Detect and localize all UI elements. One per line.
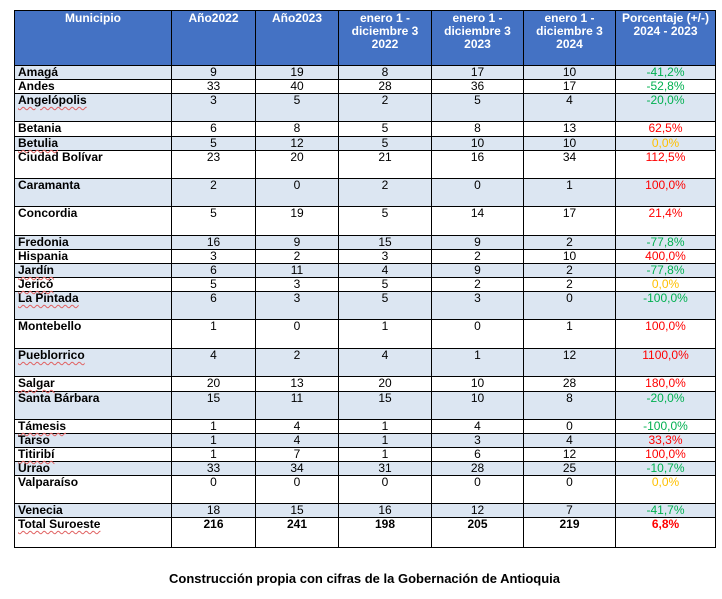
- municipio-cell: [15, 264, 172, 278]
- period-2023-cell: 4: [432, 420, 524, 434]
- municipio-cell: [15, 122, 172, 137]
- municipio-cell: [15, 66, 172, 80]
- ano2023-cell: 9: [256, 236, 339, 250]
- period-2022-cell: 16: [339, 504, 432, 518]
- ano2022-cell: 6: [172, 122, 256, 137]
- table-row: [15, 377, 716, 392]
- period-2024-cell: 4: [524, 434, 616, 448]
- percentage-cell: -20,0%: [616, 392, 716, 420]
- period-2023-cell: 3: [432, 434, 524, 448]
- percentage-cell: 100,0%: [616, 179, 716, 207]
- ano2022-cell: 2: [172, 179, 256, 207]
- ano2022-cell: 5: [172, 207, 256, 236]
- table-row: [15, 462, 716, 476]
- table-row: [15, 236, 716, 250]
- municipio-cell: [15, 518, 172, 548]
- municipio-name: Venecia: [18, 503, 63, 517]
- table-row: [15, 278, 716, 292]
- municipio-name: Ciudad Bolívar: [18, 150, 103, 164]
- period-2023-cell: 0: [432, 320, 524, 349]
- ano2022-cell: 3: [172, 250, 256, 264]
- municipio-name: Jericó: [18, 277, 54, 291]
- period-2024-cell: 17: [524, 207, 616, 236]
- period-2023-cell: 28: [432, 462, 524, 476]
- header-percentage: Porcentaje (+/-) 2024 - 2023: [616, 11, 716, 66]
- municipio-cell: [15, 434, 172, 448]
- period-2023-cell: 10: [432, 377, 524, 392]
- ano2023-cell: 5: [256, 94, 339, 122]
- percentage-cell: 1100,0%: [616, 349, 716, 377]
- period-2022-cell: 4: [339, 264, 432, 278]
- table-row: [15, 504, 716, 518]
- period-2022-cell: 0: [339, 476, 432, 504]
- ano2023-cell: 3: [256, 292, 339, 320]
- period-2022-cell: 15: [339, 392, 432, 420]
- municipio-name: Salgar: [18, 376, 55, 390]
- percentage-cell: -41,7%: [616, 504, 716, 518]
- ano2023-cell: 7: [256, 448, 339, 462]
- municipio-cell: [15, 80, 172, 94]
- period-2024-cell: 4: [524, 94, 616, 122]
- period-2024-cell: 219: [524, 518, 616, 548]
- period-2022-cell: 20: [339, 377, 432, 392]
- municipio-data-table: [14, 10, 716, 548]
- municipio-name: Betulia: [18, 136, 59, 150]
- municipio-name: Betania: [18, 121, 62, 135]
- table-row: [15, 292, 716, 320]
- ano2022-cell: 3: [172, 94, 256, 122]
- ano2022-cell: 4: [172, 349, 256, 377]
- period-2022-cell: 5: [339, 207, 432, 236]
- ano2022-cell: 6: [172, 264, 256, 278]
- table-row: [15, 420, 716, 434]
- period-2024-cell: 2: [524, 264, 616, 278]
- table-row: [15, 250, 716, 264]
- municipio-name: Tarso: [18, 433, 50, 447]
- municipio-cell: [15, 250, 172, 264]
- table-row: [15, 207, 716, 236]
- period-2024-cell: 34: [524, 151, 616, 179]
- period-2023-cell: 12: [432, 504, 524, 518]
- municipio-cell: [15, 349, 172, 377]
- period-2022-cell: 2: [339, 94, 432, 122]
- table-row: [15, 66, 716, 80]
- source-caption: Construcción propia con cifras de la Gobernación de Antioquia: [168, 571, 560, 586]
- period-2024-cell: 10: [524, 66, 616, 80]
- ano2022-cell: 1: [172, 420, 256, 434]
- header-period-2023: enero 1 - diciembre 3 2023: [432, 11, 524, 66]
- ano2022-cell: 18: [172, 504, 256, 518]
- municipio-cell: [15, 179, 172, 207]
- period-2023-cell: 5: [432, 94, 524, 122]
- table-row: [15, 80, 716, 94]
- municipio-name: Caramanta: [18, 178, 81, 192]
- ano2023-cell: 13: [256, 377, 339, 392]
- percentage-cell: -41,2%: [616, 66, 716, 80]
- period-2024-cell: 0: [524, 476, 616, 504]
- percentage-cell: -100,0%: [616, 292, 716, 320]
- municipio-name: Total Suroeste: [18, 517, 101, 531]
- ano2023-cell: 241: [256, 518, 339, 548]
- municipio-cell: [15, 462, 172, 476]
- municipio-name: Pueblorrico: [18, 348, 85, 362]
- municipio-cell: [15, 278, 172, 292]
- percentage-cell: 0,0%: [616, 137, 716, 151]
- percentage-cell: 100,0%: [616, 448, 716, 462]
- header-ano2023: Año2023: [256, 11, 339, 66]
- percentage-cell: 180,0%: [616, 377, 716, 392]
- period-2022-cell: 31: [339, 462, 432, 476]
- ano2023-cell: 4: [256, 420, 339, 434]
- percentage-cell: -77,8%: [616, 236, 716, 250]
- period-2024-cell: 13: [524, 122, 616, 137]
- ano2022-cell: 216: [172, 518, 256, 548]
- municipio-name: Jardín: [18, 263, 55, 277]
- municipio-cell: [15, 292, 172, 320]
- percentage-cell: -10,7%: [616, 462, 716, 476]
- municipio-cell: [15, 448, 172, 462]
- header-period-2022: enero 1 - diciembre 3 2022: [339, 11, 432, 66]
- period-2022-cell: 3: [339, 250, 432, 264]
- percentage-cell: 33,3%: [616, 434, 716, 448]
- period-2022-cell: 198: [339, 518, 432, 548]
- table-row: [15, 94, 716, 122]
- period-2023-cell: 16: [432, 151, 524, 179]
- ano2022-cell: 23: [172, 151, 256, 179]
- table-row: [15, 151, 716, 179]
- period-2023-cell: 9: [432, 264, 524, 278]
- table-body: [15, 66, 716, 548]
- municipio-name: Santa Bárbara: [18, 391, 100, 405]
- period-2023-cell: 8: [432, 122, 524, 137]
- period-2024-cell: 2: [524, 236, 616, 250]
- table-row: [15, 434, 716, 448]
- municipio-name: Urrao: [18, 461, 51, 475]
- ano2023-cell: 0: [256, 179, 339, 207]
- municipio-name: La Pintada: [18, 291, 79, 305]
- ano2022-cell: 5: [172, 278, 256, 292]
- period-2022-cell: 8: [339, 66, 432, 80]
- period-2023-cell: 9: [432, 236, 524, 250]
- municipio-name: Valparaíso: [18, 475, 79, 489]
- period-2024-cell: 7: [524, 504, 616, 518]
- ano2022-cell: 16: [172, 236, 256, 250]
- ano2023-cell: 20: [256, 151, 339, 179]
- municipio-name: Concordia: [18, 206, 78, 220]
- ano2022-cell: 1: [172, 448, 256, 462]
- ano2022-cell: 15: [172, 392, 256, 420]
- ano2023-cell: 0: [256, 476, 339, 504]
- ano2022-cell: 33: [172, 80, 256, 94]
- period-2023-cell: 205: [432, 518, 524, 548]
- period-2024-cell: 10: [524, 250, 616, 264]
- ano2022-cell: 5: [172, 137, 256, 151]
- table-row: [15, 320, 716, 349]
- municipio-cell: [15, 320, 172, 349]
- table-row: [15, 448, 716, 462]
- period-2024-cell: 28: [524, 377, 616, 392]
- period-2022-cell: 1: [339, 448, 432, 462]
- period-2023-cell: 1: [432, 349, 524, 377]
- ano2023-cell: 11: [256, 392, 339, 420]
- municipio-name: Titiribí: [18, 447, 55, 461]
- ano2022-cell: 1: [172, 434, 256, 448]
- table-header-row: [15, 11, 716, 66]
- municipio-cell: [15, 151, 172, 179]
- municipio-cell: [15, 207, 172, 236]
- period-2022-cell: 15: [339, 236, 432, 250]
- period-2022-cell: 1: [339, 420, 432, 434]
- percentage-cell: 112,5%: [616, 151, 716, 179]
- table-row: [15, 392, 716, 420]
- period-2024-cell: 12: [524, 349, 616, 377]
- municipio-name: Montebello: [18, 319, 82, 333]
- percentage-cell: 21,4%: [616, 207, 716, 236]
- ano2022-cell: 9: [172, 66, 256, 80]
- period-2023-cell: 2: [432, 250, 524, 264]
- ano2023-cell: 40: [256, 80, 339, 94]
- municipio-cell: [15, 137, 172, 151]
- table-row: [15, 349, 716, 377]
- ano2023-cell: 34: [256, 462, 339, 476]
- percentage-cell: 0,0%: [616, 278, 716, 292]
- header-period-2024: enero 1 - diciembre 3 2024: [524, 11, 616, 66]
- period-2023-cell: 36: [432, 80, 524, 94]
- percentage-cell: 6,8%: [616, 518, 716, 548]
- period-2024-cell: 10: [524, 137, 616, 151]
- percentage-cell: 400,0%: [616, 250, 716, 264]
- ano2023-cell: 0: [256, 320, 339, 349]
- total-row: [15, 518, 716, 548]
- ano2023-cell: 12: [256, 137, 339, 151]
- percentage-cell: -100,0%: [616, 420, 716, 434]
- ano2022-cell: 0: [172, 476, 256, 504]
- period-2023-cell: 10: [432, 137, 524, 151]
- period-2022-cell: 28: [339, 80, 432, 94]
- period-2022-cell: 5: [339, 137, 432, 151]
- period-2024-cell: 0: [524, 292, 616, 320]
- period-2023-cell: 2: [432, 278, 524, 292]
- period-2024-cell: 1: [524, 179, 616, 207]
- period-2022-cell: 2: [339, 179, 432, 207]
- period-2022-cell: 21: [339, 151, 432, 179]
- period-2023-cell: 3: [432, 292, 524, 320]
- period-2024-cell: 2: [524, 278, 616, 292]
- municipio-cell: [15, 392, 172, 420]
- municipio-cell: [15, 236, 172, 250]
- percentage-cell: -52,8%: [616, 80, 716, 94]
- ano2023-cell: 2: [256, 349, 339, 377]
- ano2023-cell: 8: [256, 122, 339, 137]
- municipio-name: Andes: [18, 79, 55, 93]
- period-2024-cell: 25: [524, 462, 616, 476]
- municipio-cell: [15, 94, 172, 122]
- percentage-cell: 0,0%: [616, 476, 716, 504]
- period-2022-cell: 1: [339, 434, 432, 448]
- ano2023-cell: 15: [256, 504, 339, 518]
- percentage-cell: -20,0%: [616, 94, 716, 122]
- percentage-cell: 100,0%: [616, 320, 716, 349]
- period-2024-cell: 17: [524, 80, 616, 94]
- municipio-name: Angelópolis: [18, 93, 87, 107]
- period-2024-cell: 8: [524, 392, 616, 420]
- ano2023-cell: 2: [256, 250, 339, 264]
- ano2023-cell: 4: [256, 434, 339, 448]
- ano2022-cell: 6: [172, 292, 256, 320]
- ano2023-cell: 11: [256, 264, 339, 278]
- municipio-name: Amagá: [18, 65, 59, 79]
- municipio-name: Fredonia: [18, 235, 69, 249]
- table-row: [15, 179, 716, 207]
- table-row: [15, 137, 716, 151]
- header-municipio: Municipio: [15, 11, 172, 66]
- municipio-name: Hispania: [18, 249, 69, 263]
- table-row: [15, 264, 716, 278]
- percentage-cell: -77,8%: [616, 264, 716, 278]
- percentage-cell: 62,5%: [616, 122, 716, 137]
- municipio-cell: [15, 476, 172, 504]
- period-2024-cell: 1: [524, 320, 616, 349]
- period-2022-cell: 1: [339, 320, 432, 349]
- period-2023-cell: 10: [432, 392, 524, 420]
- ano2023-cell: 19: [256, 66, 339, 80]
- period-2022-cell: 5: [339, 122, 432, 137]
- municipio-name: Támesis: [18, 419, 67, 433]
- ano2022-cell: 1: [172, 320, 256, 349]
- header-ano2022: Año2022: [172, 11, 256, 66]
- ano2023-cell: 19: [256, 207, 339, 236]
- municipio-cell: [15, 377, 172, 392]
- period-2024-cell: 12: [524, 448, 616, 462]
- period-2024-cell: 0: [524, 420, 616, 434]
- ano2022-cell: 20: [172, 377, 256, 392]
- ano2022-cell: 33: [172, 462, 256, 476]
- period-2023-cell: 0: [432, 476, 524, 504]
- municipio-cell: [15, 420, 172, 434]
- period-2022-cell: 5: [339, 292, 432, 320]
- period-2023-cell: 17: [432, 66, 524, 80]
- table-row: [15, 476, 716, 504]
- municipio-cell: [15, 504, 172, 518]
- table-row: [15, 122, 716, 137]
- period-2023-cell: 14: [432, 207, 524, 236]
- period-2023-cell: 6: [432, 448, 524, 462]
- ano2023-cell: 3: [256, 278, 339, 292]
- period-2022-cell: 5: [339, 278, 432, 292]
- period-2023-cell: 0: [432, 179, 524, 207]
- period-2022-cell: 4: [339, 349, 432, 377]
